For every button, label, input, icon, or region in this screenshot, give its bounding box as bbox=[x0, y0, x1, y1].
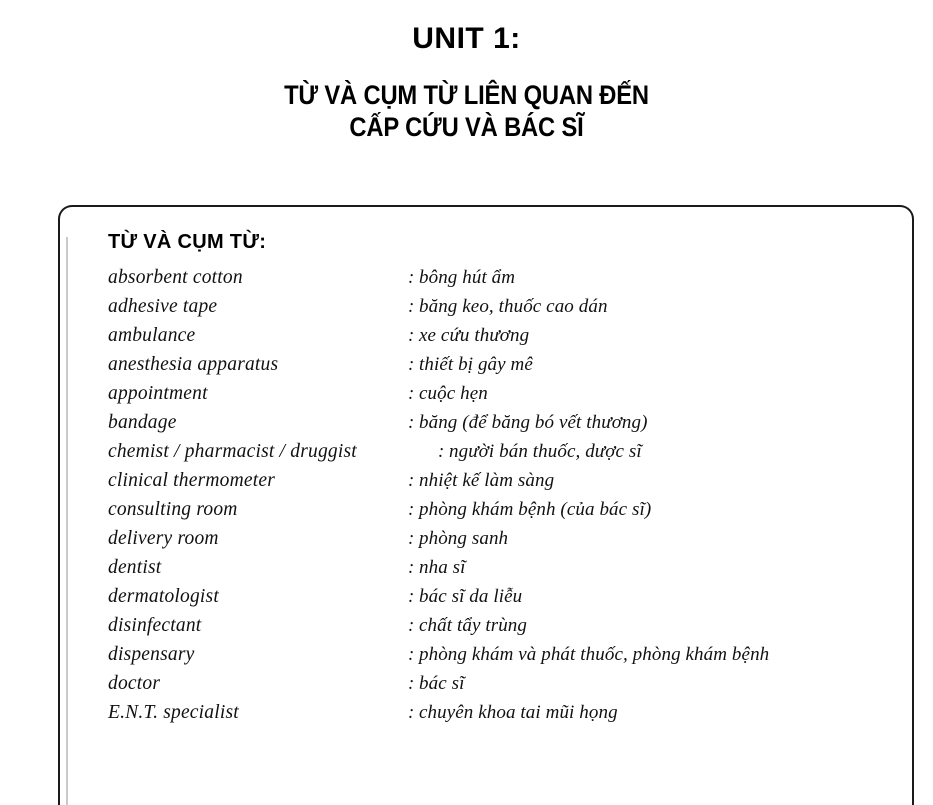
document-page bbox=[0, 22, 933, 794]
glossary-list bbox=[108, 268, 886, 723]
glossary-term: bandage bbox=[108, 411, 177, 433]
glossary-colon: : bbox=[408, 324, 415, 346]
unit-title: UNIT 1: bbox=[412, 22, 521, 55]
glossary-entry bbox=[108, 297, 886, 317]
glossary-colon: : bbox=[408, 353, 415, 375]
glossary-colon: : bbox=[408, 672, 415, 694]
glossary-definition-text: chất tẩy trùng bbox=[419, 614, 527, 636]
page-title bbox=[56, 80, 877, 144]
glossary-definition-text: bác sĩ bbox=[419, 672, 465, 694]
glossary-definition bbox=[408, 297, 886, 317]
section-label: TỪ VÀ CỤM TỪ: bbox=[108, 231, 267, 253]
glossary-entry bbox=[108, 529, 886, 549]
glossary-entry bbox=[108, 558, 886, 578]
glossary-term: clinical thermometer bbox=[108, 469, 275, 491]
glossary-definition-text: thiết bị gây mê bbox=[419, 353, 533, 375]
glossary-entry bbox=[108, 355, 886, 375]
glossary-entry bbox=[108, 674, 886, 694]
glossary-definition-text: nha sĩ bbox=[419, 556, 466, 578]
glossary-term: dentist bbox=[108, 556, 162, 578]
glossary-definition bbox=[408, 326, 886, 346]
glossary-colon: : bbox=[408, 614, 415, 636]
glossary-definition bbox=[408, 674, 886, 694]
glossary-term: ambulance bbox=[108, 324, 196, 346]
glossary-colon: : bbox=[408, 498, 415, 520]
glossary-definition bbox=[408, 268, 886, 288]
glossary-entry bbox=[108, 384, 886, 404]
glossary-entry bbox=[108, 326, 886, 346]
glossary-term: chemist / pharmacist / druggist bbox=[108, 440, 357, 462]
glossary-entry bbox=[108, 500, 886, 520]
glossary-term: absorbent cotton bbox=[108, 267, 243, 288]
glossary-definition-text: băng keo, thuốc cao dán bbox=[419, 295, 608, 317]
glossary-definition bbox=[408, 616, 886, 636]
glossary-term: anesthesia apparatus bbox=[108, 353, 279, 375]
glossary-definition bbox=[408, 384, 886, 404]
glossary-colon: : bbox=[408, 585, 415, 607]
glossary-entry bbox=[108, 645, 886, 665]
glossary-colon: : bbox=[408, 382, 415, 404]
glossary-definition-text: phòng khám và phát thuốc, phòng khám bệnh bbox=[419, 643, 770, 665]
glossary-definition-text: phòng khám bệnh (của bác sĩ) bbox=[419, 498, 652, 520]
glossary-definition bbox=[408, 558, 886, 578]
glossary-definition bbox=[408, 703, 886, 723]
glossary-entry bbox=[108, 413, 886, 433]
glossary-colon: : bbox=[408, 411, 415, 433]
glossary-definition-text: nhiệt kế làm sàng bbox=[419, 469, 555, 491]
page-title-line-2: CẤP CỨU VÀ BÁC SĨ bbox=[349, 111, 584, 142]
glossary-colon: : bbox=[408, 295, 415, 317]
glossary-definition bbox=[408, 413, 886, 433]
glossary-colon: : bbox=[408, 556, 415, 578]
glossary-definition-text: người bán thuốc, dược sĩ bbox=[449, 440, 642, 462]
glossary-definition bbox=[408, 500, 886, 520]
glossary-colon: : bbox=[408, 469, 415, 491]
glossary-box bbox=[58, 205, 914, 805]
glossary-definition-text: chuyên khoa tai mũi họng bbox=[419, 701, 618, 723]
glossary-term: dermatologist bbox=[108, 585, 219, 607]
glossary-definition-text: băng (để băng bó vết thương) bbox=[419, 411, 648, 433]
glossary-colon: : bbox=[408, 701, 415, 723]
glossary-colon: : bbox=[408, 527, 415, 549]
glossary-term: dispensary bbox=[108, 643, 195, 665]
glossary-entry bbox=[108, 268, 886, 288]
glossary-entry bbox=[108, 471, 886, 491]
glossary-definition-text: bác sĩ da liễu bbox=[419, 585, 523, 607]
glossary-entry bbox=[108, 587, 886, 607]
glossary-definition bbox=[408, 529, 886, 549]
glossary-entry bbox=[108, 703, 886, 723]
glossary-colon: : bbox=[408, 643, 415, 665]
glossary-term: E.N.T. specialist bbox=[108, 701, 239, 723]
glossary-definition-text: bông hút ẩm bbox=[419, 267, 516, 288]
glossary-definition bbox=[408, 355, 886, 375]
glossary-term: disinfectant bbox=[108, 614, 202, 636]
glossary-definition bbox=[438, 442, 886, 462]
glossary-colon: : bbox=[408, 267, 415, 288]
glossary-definition-text: xe cứu thương bbox=[419, 324, 530, 346]
glossary-term: delivery room bbox=[108, 527, 219, 549]
glossary-definition-text: phòng sanh bbox=[419, 527, 509, 549]
glossary-entry bbox=[108, 442, 886, 462]
glossary-definition-text: cuộc hẹn bbox=[419, 382, 488, 404]
glossary-term: consulting room bbox=[108, 498, 238, 520]
glossary-term: appointment bbox=[108, 382, 208, 404]
glossary-definition bbox=[408, 471, 886, 491]
glossary-term: adhesive tape bbox=[108, 295, 218, 317]
glossary-definition bbox=[408, 645, 886, 665]
glossary-colon: : bbox=[438, 440, 445, 462]
glossary-term: doctor bbox=[108, 672, 161, 694]
page-title-line-1: TỪ VÀ CỤM TỪ LIÊN QUAN ĐẾN bbox=[284, 80, 649, 110]
glossary-definition bbox=[408, 587, 886, 607]
glossary-entry bbox=[108, 616, 886, 636]
